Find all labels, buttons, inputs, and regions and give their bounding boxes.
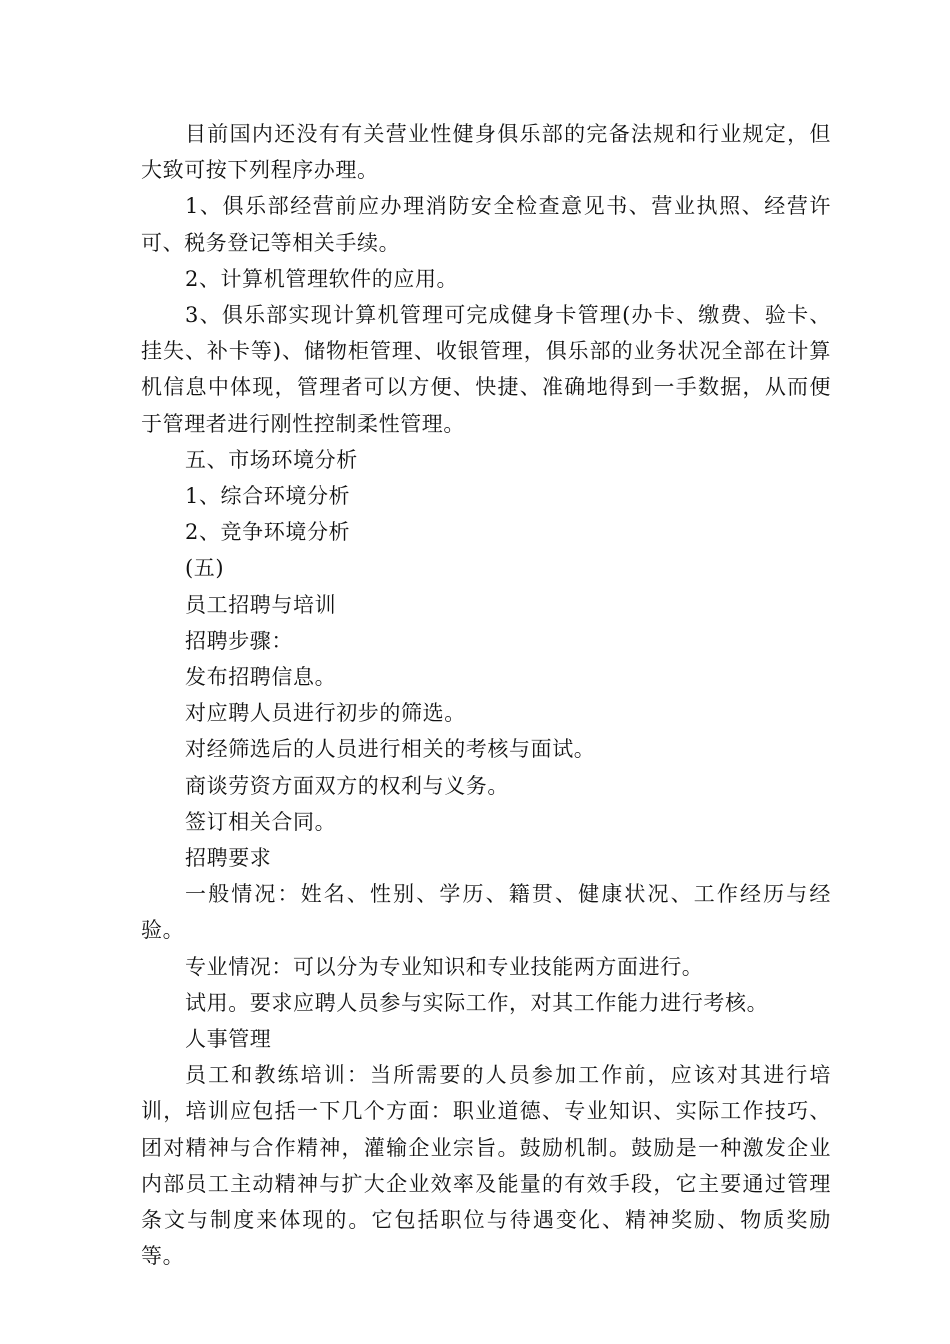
requirement-general: 一般情况：姓名、性别、学历、籍贯、健康状况、工作经历与经验。 <box>141 882 831 943</box>
document-body <box>141 116 831 1275</box>
requirement-professional: 专业情况：可以分为专业知识和专业技能两方面进行。 <box>185 954 704 979</box>
requirement-trial: 试用。要求应聘人员参与实际工作，对其工作能力进行考核。 <box>185 990 769 1015</box>
heading-recruitment-requirements: 招聘要求 <box>185 846 272 871</box>
section-number-five: (五) <box>185 556 225 581</box>
step-sign-contract: 签订相关合同。 <box>185 809 337 834</box>
step-assessment-interview: 对经筛选后的人员进行相关的考核与面试。 <box>185 737 596 762</box>
heading-hr-management: 人事管理 <box>185 1027 272 1052</box>
paragraph-intro: 目前国内还没有有关营业性健身俱乐部的完备法规和行业规定，但大致可按下列程序办理。 <box>141 122 831 183</box>
step-initial-screening: 对应聘人员进行初步的筛选。 <box>185 701 466 726</box>
paragraph-procedures-2: 2、计算机管理软件的应用。 <box>185 266 459 291</box>
paragraph-training-incentives: 员工和教练培训：当所需要的人员参加工作前，应该对其进行培训，培训应包括一下几个方面：职业道德、专业知识、实际工作技巧、团对精神与合作精神，灌输企业宗旨。鼓励机制。鼓励是一种激发企业内部员工主动精神与扩大企业效率及能量的有效手段，它主要通过管理条文与制度来体现的。它包括职位与待遇变化、精神奖励、物质奖励等。 <box>141 1063 831 1269</box>
heading-recruitment-training: 员工招聘与培训 <box>185 592 337 617</box>
list-item-competition-environment: 2、竞争环境分析 <box>185 520 351 545</box>
paragraph-procedures-1: 1、俱乐部经营前应办理消防安全检查意见书、营业执照、经营许可、税务登记等相关手续。 <box>141 194 831 255</box>
heading-recruitment-steps: 招聘步骤： <box>185 628 293 653</box>
paragraph-procedures-3: 3、俱乐部实现计算机管理可完成健身卡管理(办卡、缴费、验卡、挂失、补卡等)、储物柜管理、收银管理，俱乐部的业务状况全部在计算机信息中体现，管理者可以方便、快捷、准确地得到一手数据，从而便于管理者进行刚性控制柔性管理。 <box>141 303 831 436</box>
step-negotiation: 商谈劳资方面双方的权利与义务。 <box>185 773 509 798</box>
heading-market-analysis: 五、市场环境分析 <box>185 447 358 472</box>
step-publish-info: 发布招聘信息。 <box>185 665 337 690</box>
list-item-general-environment: 1、综合环境分析 <box>185 484 351 509</box>
